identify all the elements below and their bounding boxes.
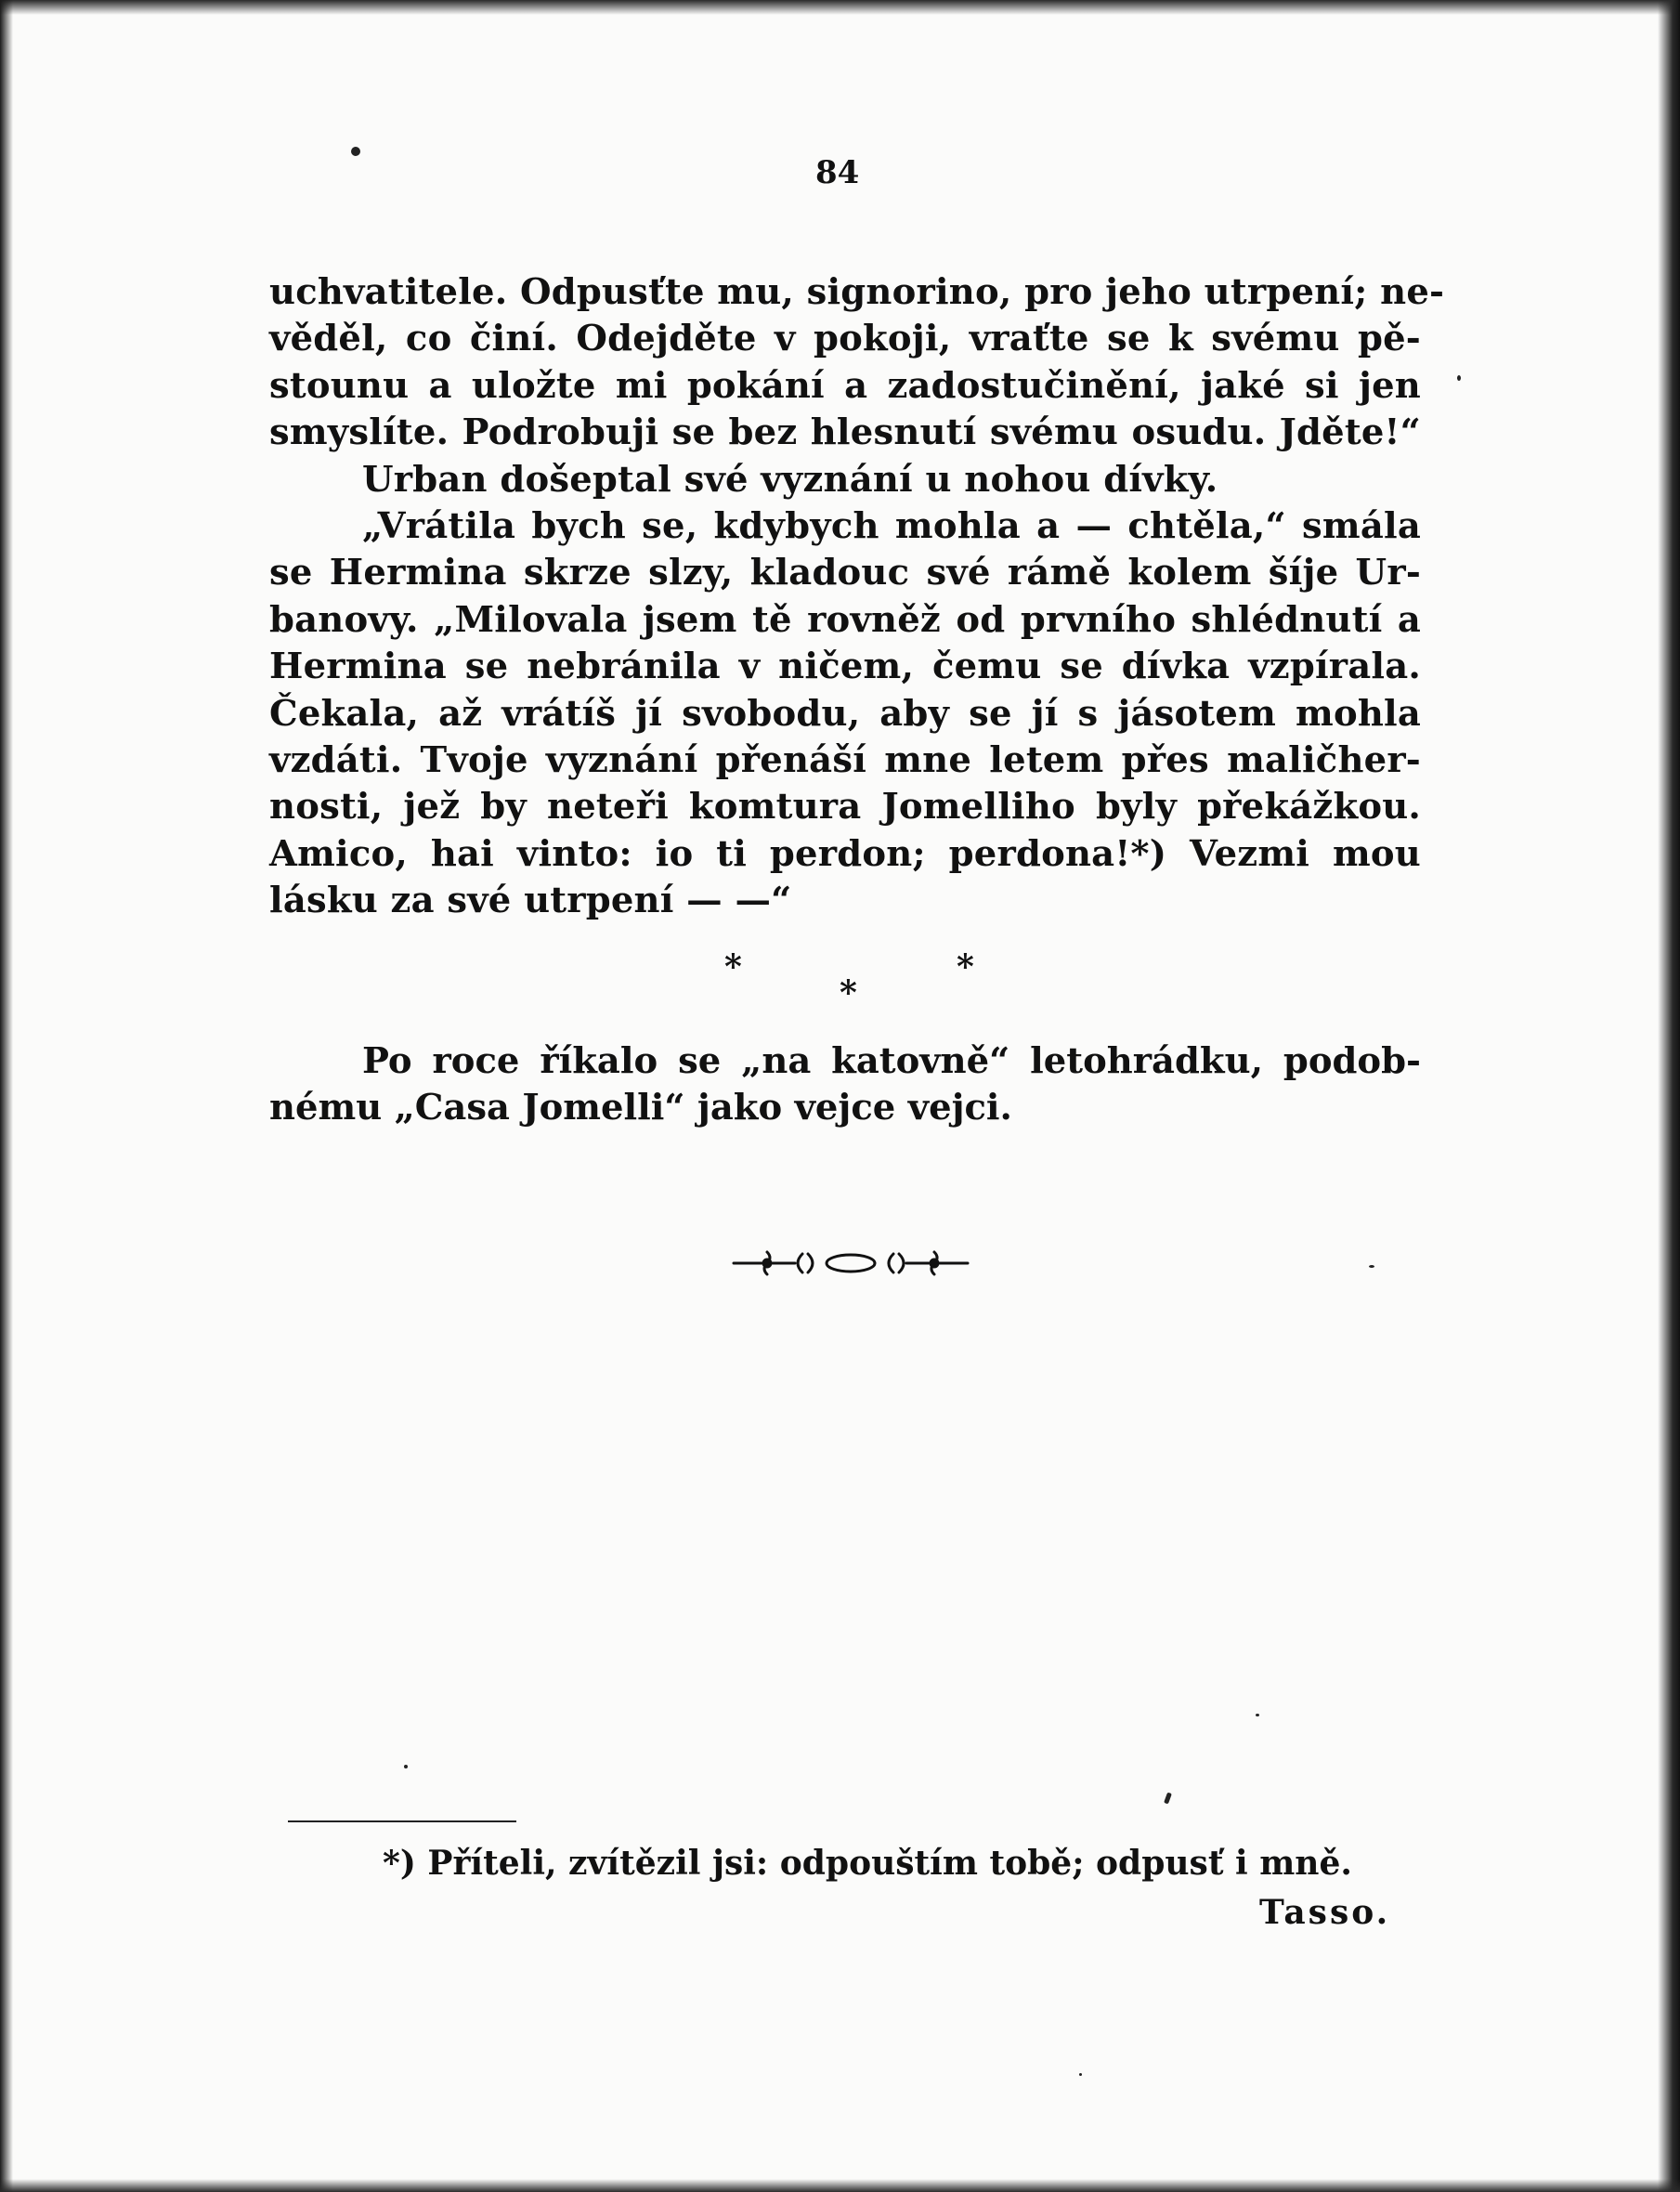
text-line: lásku za své utrpení — —“	[269, 880, 792, 922]
text-line: nému „Casa Jomelli“ jako vejce vejci.	[269, 1087, 1012, 1129]
ink-speck	[1164, 1793, 1172, 1805]
ink-speck	[1369, 1265, 1374, 1268]
closing-paragraph	[269, 1038, 1421, 1132]
main-text	[269, 269, 1445, 924]
scan-edge-right	[1658, 0, 1680, 2192]
text-line: věděl, co činí. Odejděte v pokoji, vraťte se k svému pě-	[269, 318, 1421, 360]
text-line: Urban došeptal své vyznání u nohou dívky.	[362, 458, 1218, 501]
text-line: stounu a uložte mi pokání a zadostučinění, jaké si jen	[269, 364, 1421, 407]
scan-edge-left	[0, 0, 13, 2192]
ink-speck	[1256, 1714, 1259, 1716]
separator-star: *	[957, 947, 974, 986]
text-line: „Vrátila bych se, kdybych mohla a — chtěla,“ smála	[362, 504, 1421, 547]
text-line: Čekala, až vrátíš jí svobodu, aby se jí s jásotem mohla	[269, 692, 1421, 735]
text-line: Amico, hai vinto: io ti perdon; perdona!*) Vezmi mou	[269, 832, 1421, 875]
separator-star: *	[724, 947, 742, 986]
page-number: 84	[815, 154, 860, 191]
footnote: *) Příteli, zvítězil jsi: odpouštím tobě; odpusť i mně.	[383, 1844, 1352, 1883]
ornament-divider-icon	[730, 1243, 971, 1284]
text-line: Po roce říkalo se „na katovně“ letohrádku, podob-	[362, 1040, 1421, 1082]
text-line: uchvatitele. Odpusťte mu, signorino, pro jeho utrpení; ne-	[269, 271, 1445, 313]
section-separator	[724, 947, 994, 1022]
text-line: se Hermina skrze slzy, kladouc své rámě kolem šíje Ur-	[269, 552, 1421, 594]
text-line: Hermina se nebránila v ničem, čemu se dívka vzpírala.	[269, 646, 1421, 688]
text-line: vzdáti. Tvoje vyznání přenáší mne letem přes maličher-	[269, 738, 1421, 781]
separator-star: *	[840, 973, 857, 1012]
ink-speck	[351, 147, 360, 156]
ink-speck	[1079, 2073, 1082, 2076]
ink-speck	[1457, 375, 1461, 381]
ink-speck	[404, 1765, 408, 1768]
footnote-rule	[288, 1820, 516, 1822]
text-line: banovy. „Milovala jsem tě rovněž od prvního shlédnutí a	[269, 598, 1421, 641]
scan-edge-top	[0, 0, 1680, 15]
footnote-author: Tasso.	[1259, 1893, 1391, 1932]
text-line: nosti, jež by neteři komtura Jomelliho byly překážkou.	[269, 786, 1421, 829]
text-line: smyslíte. Podrobuji se bez hlesnutí svému osudu. Jděte!“	[269, 411, 1421, 454]
scan-edge-bottom	[0, 2179, 1680, 2192]
